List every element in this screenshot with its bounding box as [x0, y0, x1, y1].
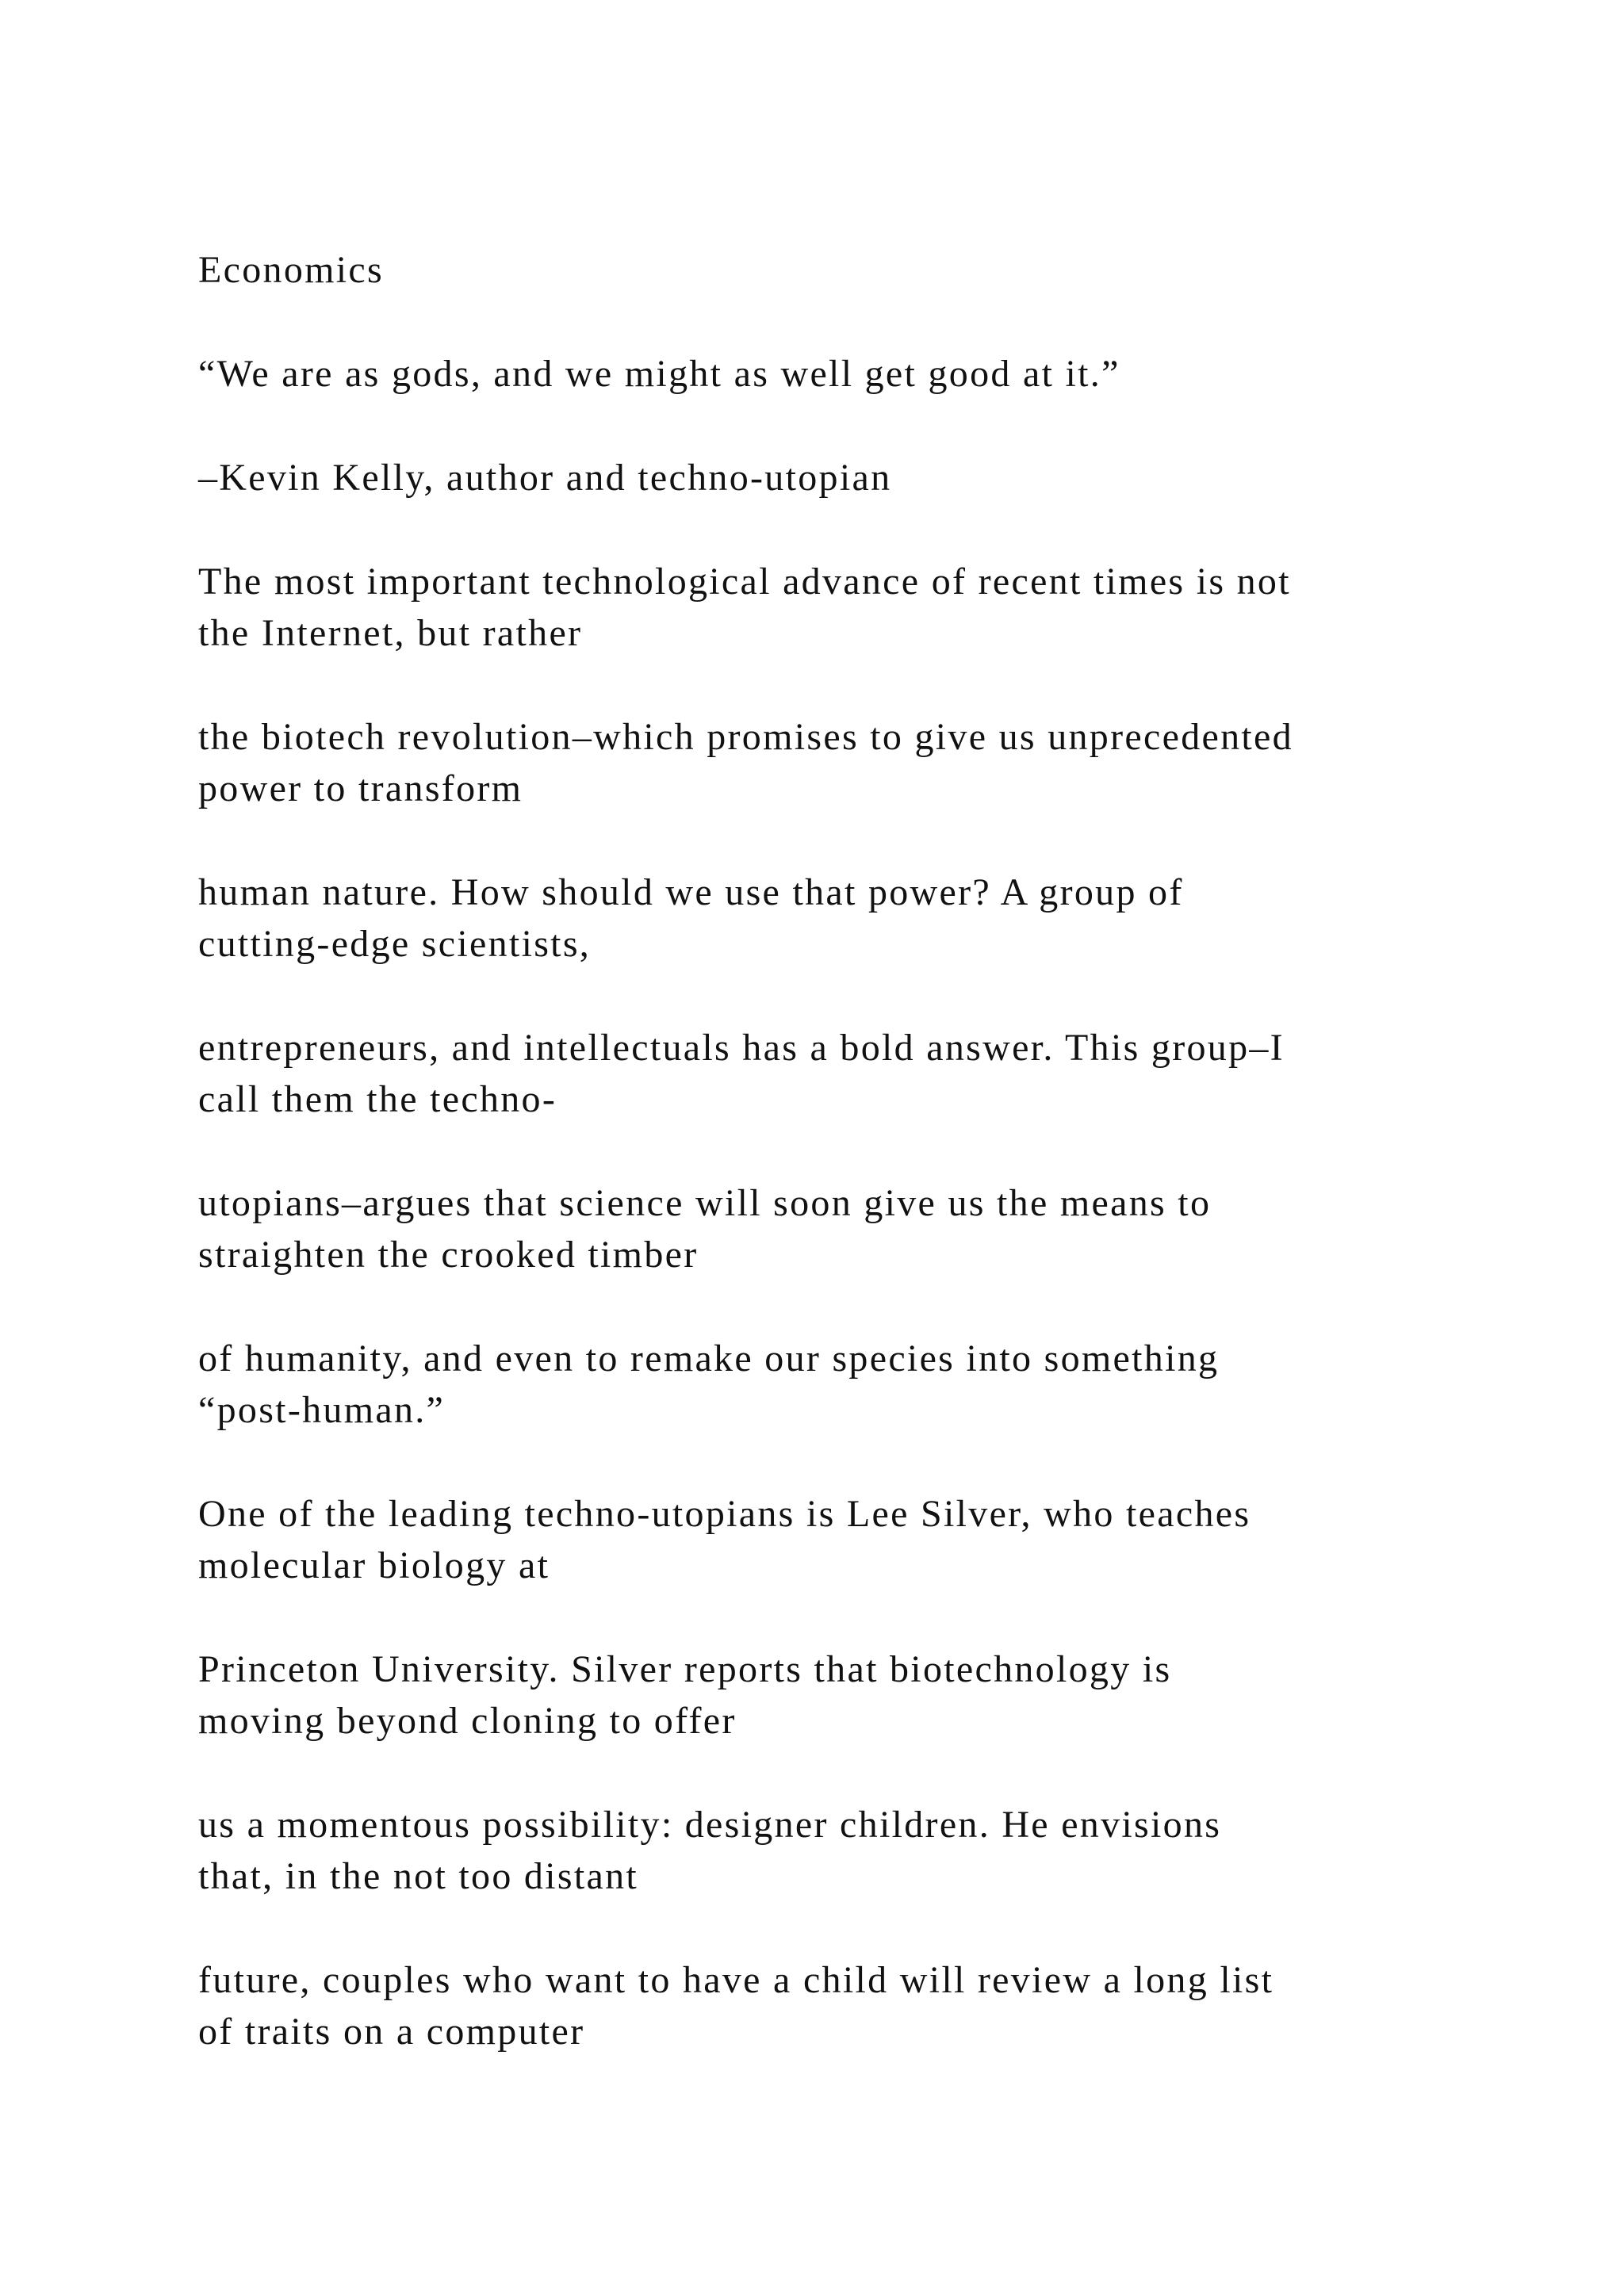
document-body	[198, 244, 1451, 2110]
paragraph	[198, 1954, 1451, 2057]
paragraph	[198, 556, 1451, 659]
paragraph	[198, 1177, 1451, 1280]
paragraph-line: cutting-edge scientists,	[198, 923, 592, 965]
paragraph-line: the biotech revolution–which promises to give us unprecedented	[198, 716, 1293, 758]
paragraph	[198, 1488, 1451, 1591]
title-line: Economics	[198, 249, 384, 291]
paragraph-line: utopians–argues that science will soon give us the means to	[198, 1182, 1212, 1224]
paragraph	[198, 1333, 1451, 1436]
paragraph	[198, 1644, 1451, 1747]
paragraph-line: that, in the not too distant	[198, 1855, 639, 1897]
paragraph-line: molecular biology at	[198, 1544, 550, 1586]
paragraph-line: power to transform	[198, 767, 523, 809]
epigraph-attribution	[198, 452, 1451, 503]
paragraph-line: The most important technological advance of recent times is not	[198, 561, 1291, 603]
paragraph-line: moving beyond cloning to offer	[198, 1700, 737, 1742]
quote-line: “We are as gods, and we might as well get good at it.”	[198, 353, 1120, 395]
paragraph-line: straighten the crooked timber	[198, 1234, 699, 1276]
paragraph	[198, 1022, 1451, 1125]
paragraph-line: human nature. How should we use that power? A group of	[198, 871, 1184, 913]
epigraph-quote	[198, 348, 1451, 400]
paragraph-line: us a momentous possibility: designer children. He envisions	[198, 1804, 1222, 1846]
paragraph-line: the Internet, but rather	[198, 612, 583, 654]
paragraph-line: future, couples who want to have a child will review a long list	[198, 1959, 1274, 2001]
attribution-line: –Kevin Kelly, author and techno-utopian	[198, 457, 892, 499]
paragraph-line: “post-human.”	[198, 1389, 446, 1431]
paragraph-line: of traits on a computer	[198, 2011, 585, 2053]
paragraph-line: entrepreneurs, and intellectuals has a bold answer. This group–I	[198, 1027, 1285, 1069]
paragraph-line: One of the leading techno-utopians is Lee Silver, who teaches	[198, 1493, 1251, 1535]
paragraph-line: Princeton University. Silver reports that biotechnology is	[198, 1648, 1172, 1690]
document-title	[198, 244, 1451, 296]
paragraph	[198, 1799, 1451, 1902]
paragraph-line: call them the techno-	[198, 1078, 557, 1120]
paragraph	[198, 711, 1451, 814]
paragraph-line: of humanity, and even to remake our species into something	[198, 1337, 1220, 1380]
paragraph	[198, 867, 1451, 970]
